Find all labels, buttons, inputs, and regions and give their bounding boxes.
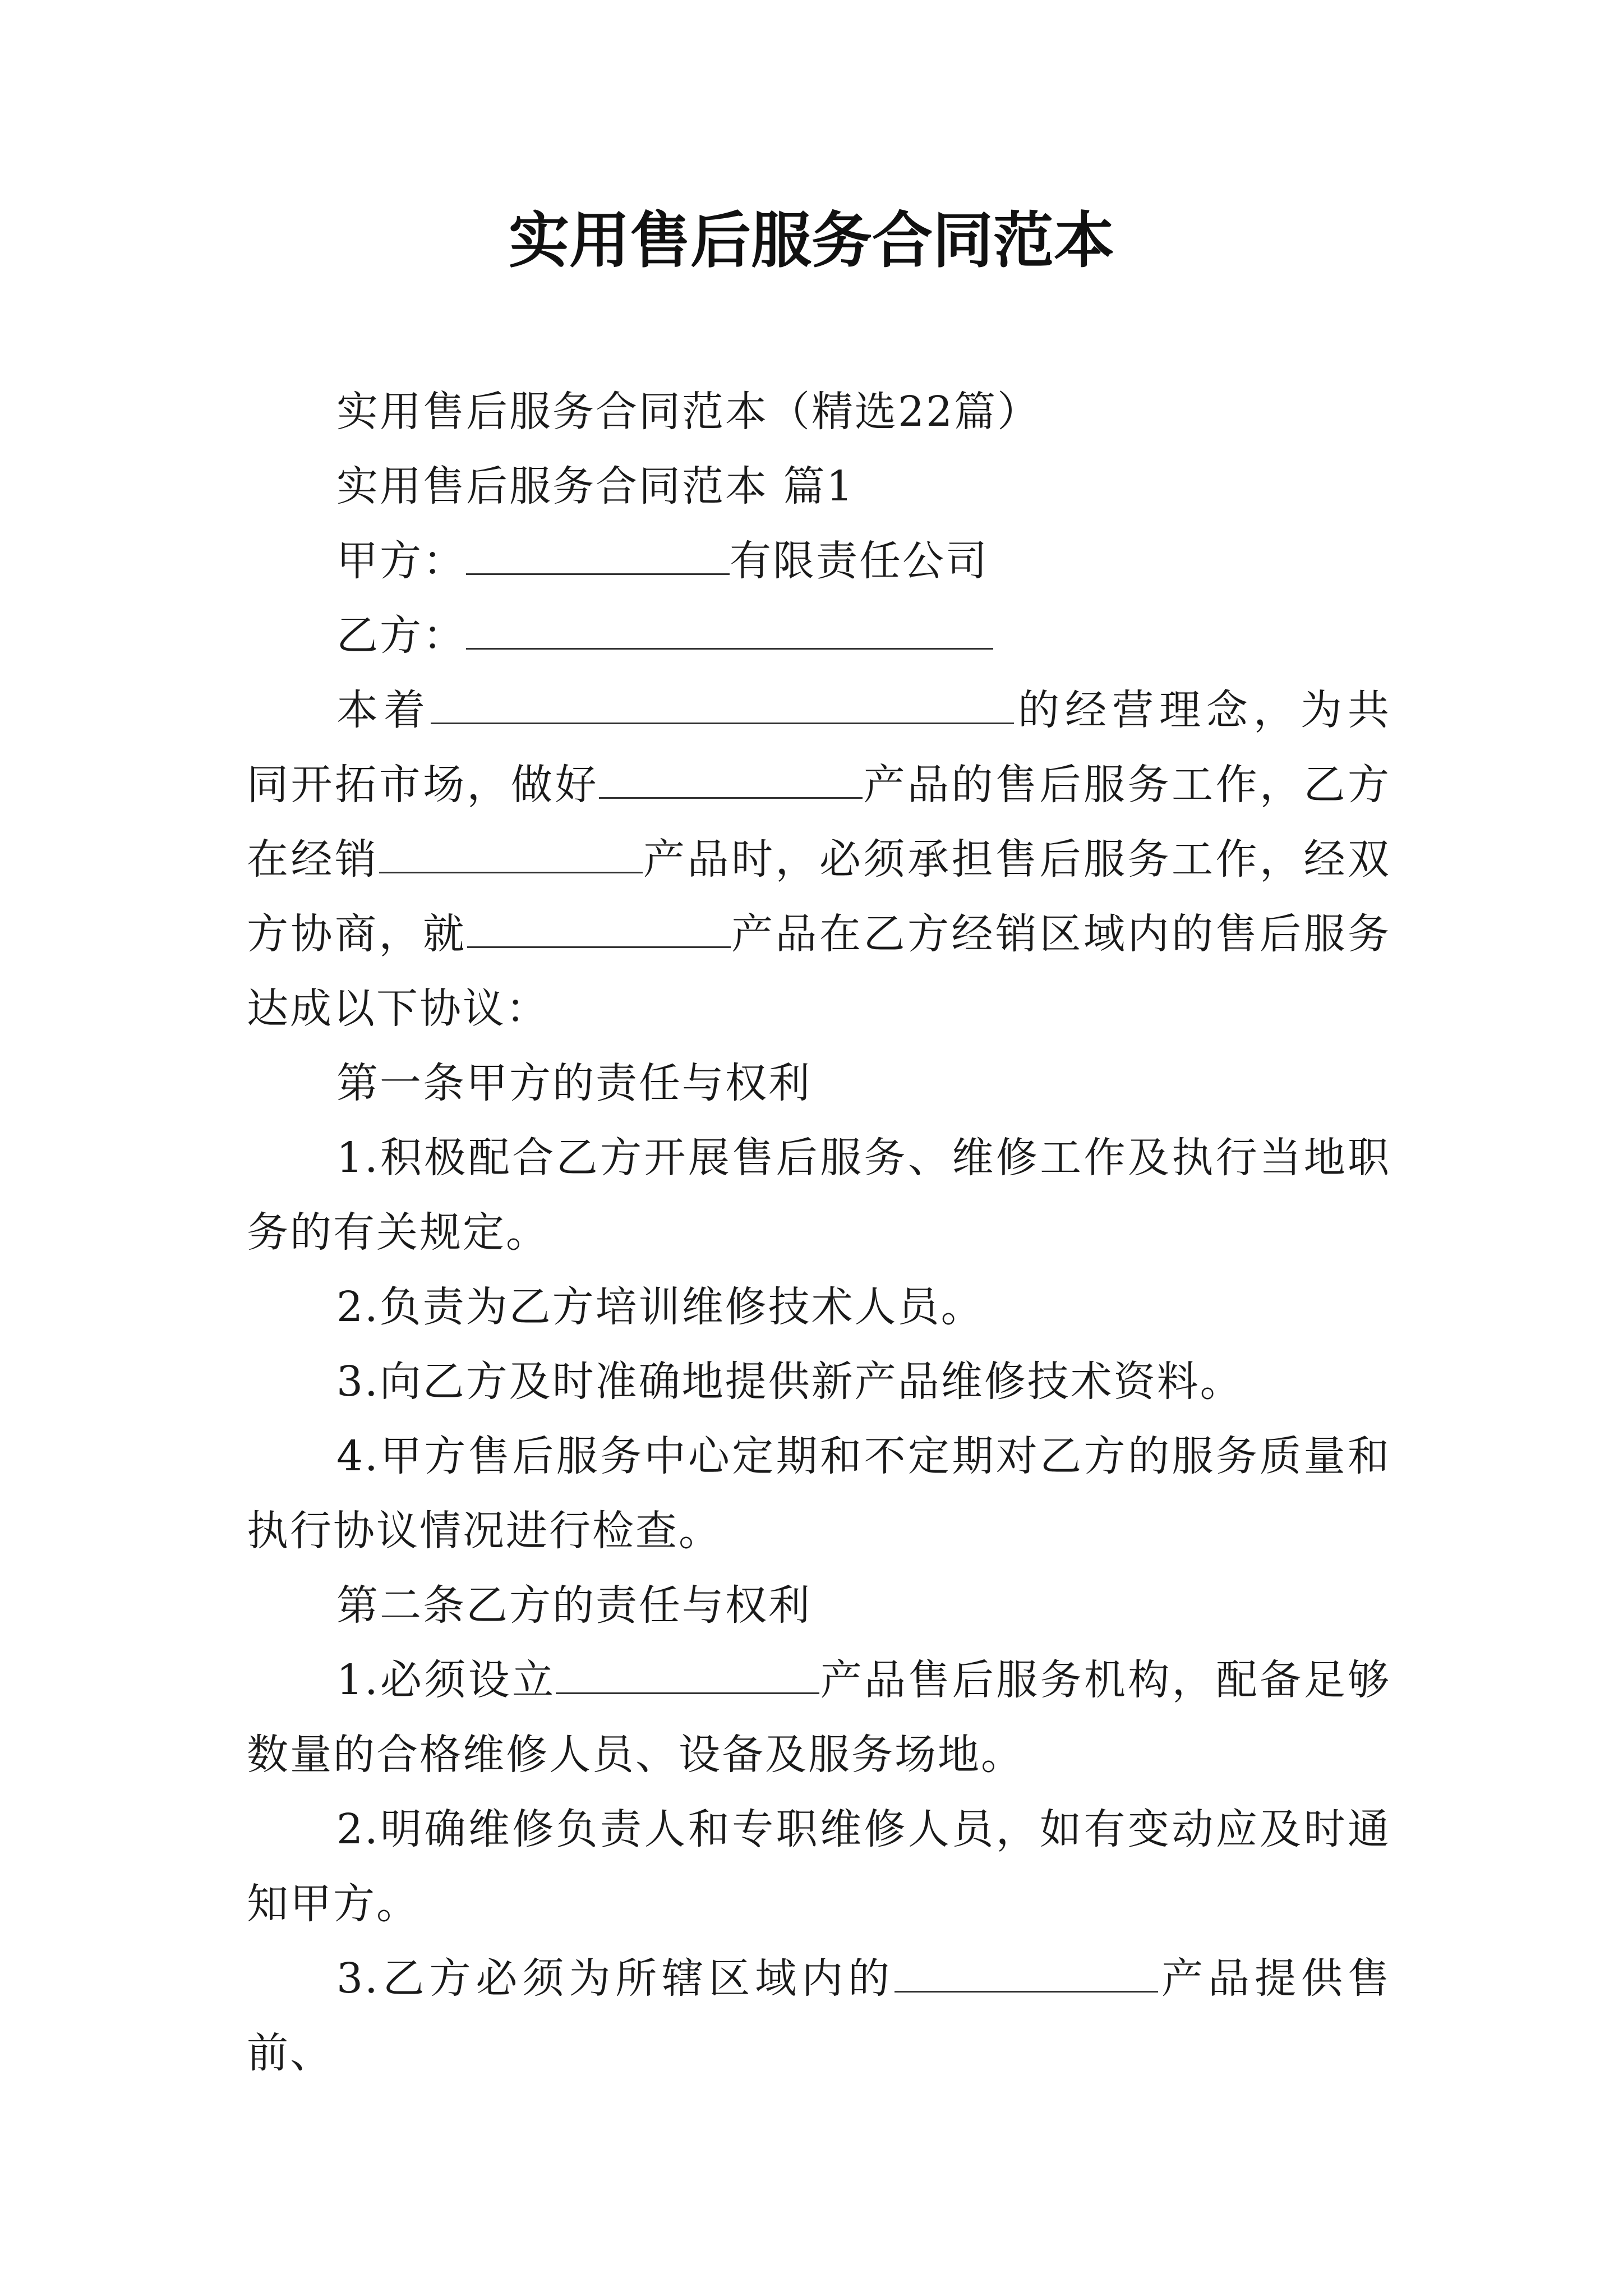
article-2-item-1 [247,1643,1391,1792]
article-2-item-3-text-2: 产品提供售前、 [247,1954,1391,2077]
article-1-item-3: 3.向乙方及时准确地提供新产品维修技术资料。 [336,1358,1243,1406]
preamble-text-1: 本着 [336,686,431,734]
preamble-text-3: 产品的售后服务工作，乙方在经销 [247,761,1391,884]
preamble-paragraph [247,673,1391,1046]
document-body [247,375,1391,2091]
article-1-item-4: 4.甲方售后服务中心定期和不定期对乙方的服务质量和执行协议情况进行检查。 [247,1432,1391,1555]
party-a-blank[interactable] [466,540,730,575]
party-a-suffix: 有限责任公司 [730,537,989,585]
party-a-label: 甲方： [336,537,466,585]
article-1-item-2: 2.负责为乙方培训维修技术人员。 [336,1283,984,1331]
party-b-label: 乙方： [336,611,466,660]
preamble-text-4: 产品时，必须承担售后服务工作，经双方协商，就 [247,835,1391,958]
article-2-item-1-blank[interactable] [556,1659,819,1694]
article-1-heading: 第一条甲方的责任与权利 [336,1059,811,1107]
preamble-blank-1[interactable] [431,689,1014,724]
party-b-blank[interactable] [466,614,993,650]
article-2-item-3 [247,1941,1391,2091]
article-2-item-1-text-1: 1.必须设立 [336,1656,556,1704]
article-2-item-3-blank[interactable] [895,1957,1158,1993]
document-title: 实用售后服务合同范本 [508,206,1114,276]
article-2-item-3-text-1: 3.乙方必须为所辖区域内的 [336,1954,895,2003]
article-2-item-1-text-2: 产品售后服务机构，配备足够数量的合格维修人员、设备及服务场地。 [247,1656,1391,1779]
party-b-line [247,599,1391,673]
preamble-blank-3[interactable] [379,838,643,873]
article-2-item-2: 2.明确维修负责人和专职维修人员，如有变动应及时通知甲方。 [247,1805,1391,1928]
article-1-item-1: 1.积极配合乙方开展售后服务、维修工作及执行当地职务的有关规定。 [247,1134,1391,1257]
preamble-blank-4[interactable] [467,913,731,948]
preamble-text-5: 产品在乙方经销区域内的售后服务达成以下协议： [247,910,1391,1033]
preamble-blank-2[interactable] [599,763,863,799]
article-2-heading: 第二条乙方的责任与权利 [336,1581,811,1630]
subtitle-paragraph: 实用售后服务合同范本（精选22篇） [336,388,1041,436]
party-a-line [247,524,1391,599]
preamble-text-2: 的经营理念，为共同开拓市场，做好 [247,686,1391,809]
section-heading-part1: 实用售后服务合同范本 篇1 [336,462,855,510]
